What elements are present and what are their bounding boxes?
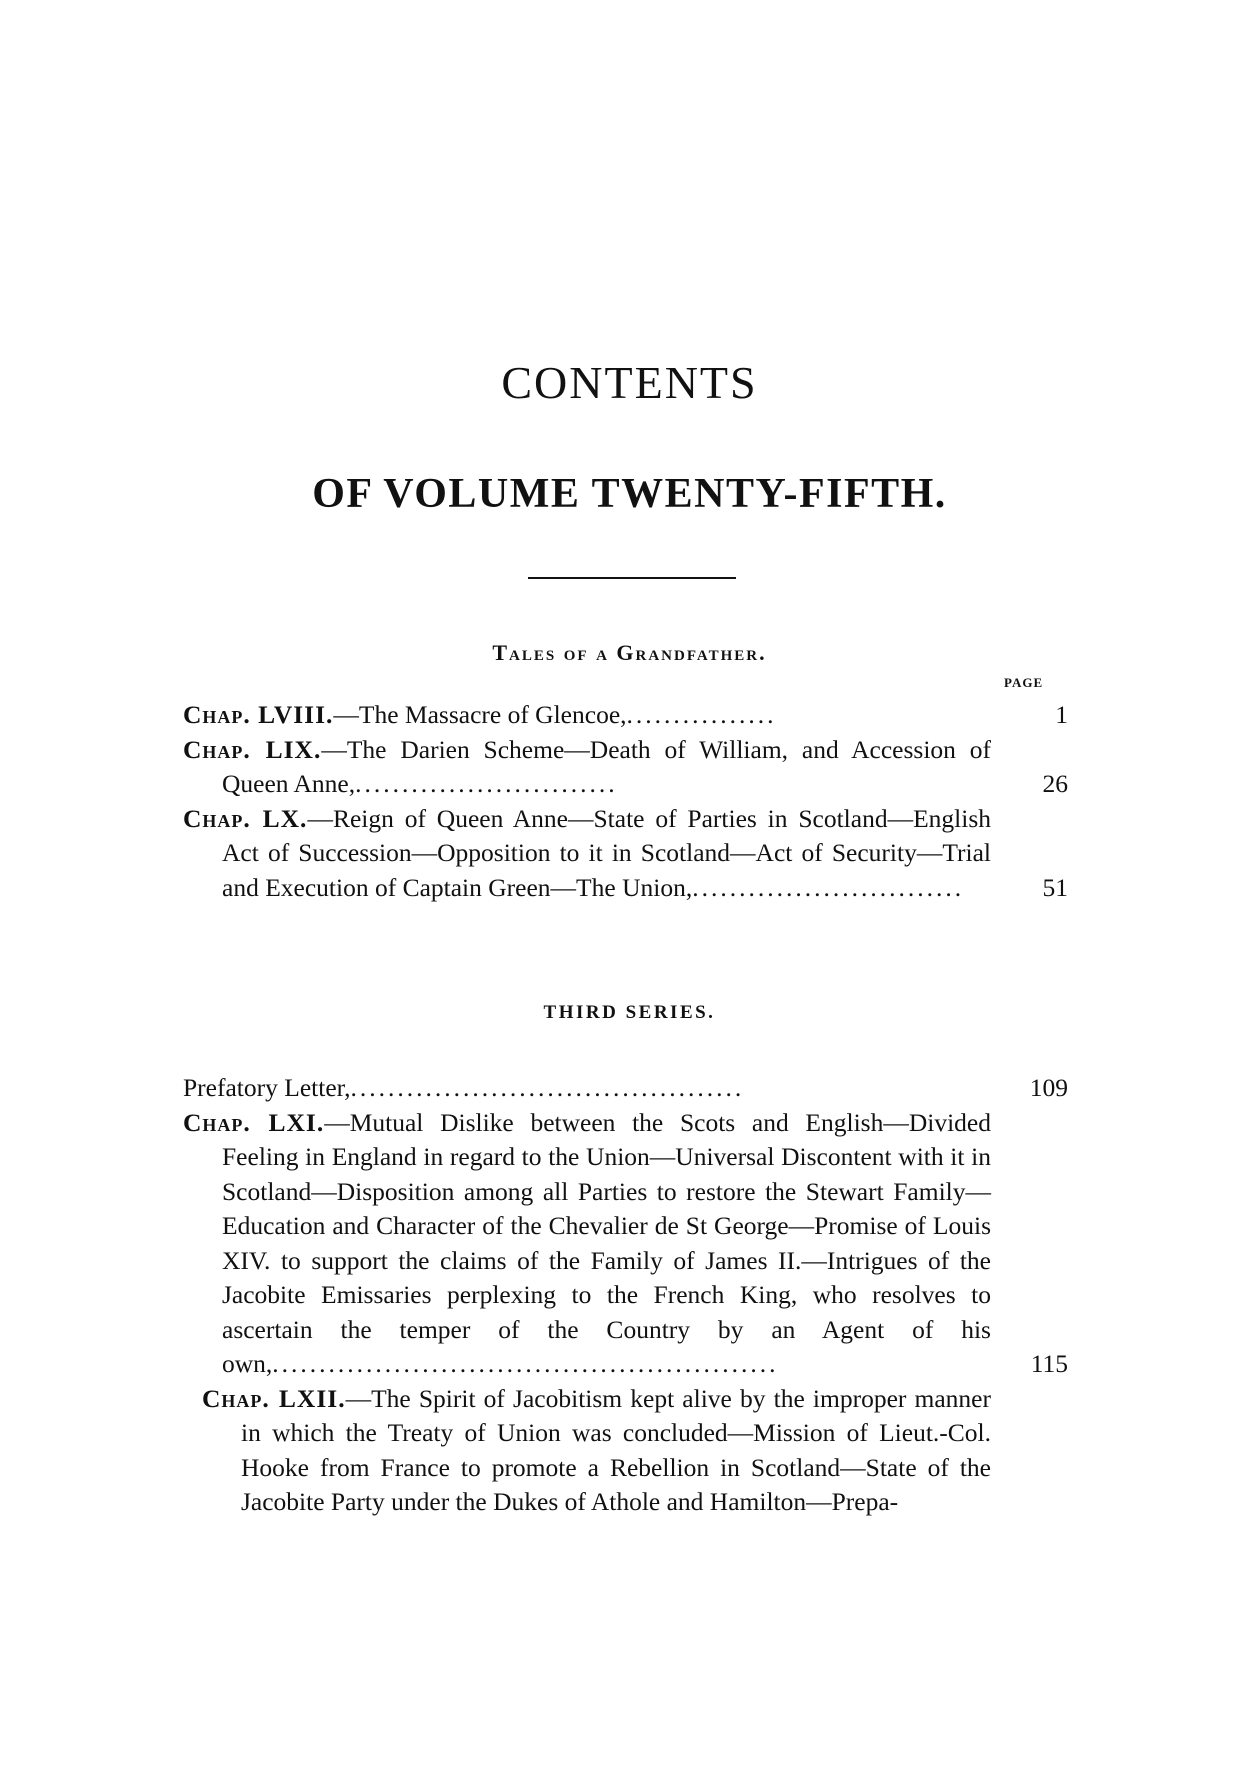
page-number: 115 <box>1030 1349 1068 1378</box>
dot-leader: ...................................................... <box>272 1349 779 1378</box>
chapter-label: Chap. LVIII. <box>183 700 334 729</box>
page-number: 109 <box>1029 1073 1068 1102</box>
toc-entry[interactable] <box>183 698 1068 733</box>
entry-title: —Reign of Queen Anne—State of Parties in Scotland—English Act of Succession—Opposition to it in Scotland—Act of Security—Trial and Execution of Captain Green—The Union, <box>222 803 991 902</box>
page-number: 51 <box>1042 872 1068 902</box>
page-column-label: PAGE <box>1004 675 1044 690</box>
dot-leader: .......................................... <box>350 1073 745 1102</box>
toc-entry[interactable] <box>183 1106 1068 1382</box>
dot-leader: ................ <box>626 700 777 729</box>
toc-section-third-series <box>183 1071 1068 1520</box>
page-title: CONTENTS <box>501 357 758 408</box>
toc-section-tales <box>183 698 1068 905</box>
page-subtitle: OF VOLUME TWENTY-FIFTH. <box>312 471 947 517</box>
toc-entry[interactable] <box>183 802 1068 906</box>
entry-title: —The Darien Scheme—Death of William, and Accession of Queen Anne, <box>222 734 992 798</box>
toc-entry[interactable] <box>183 1382 1068 1520</box>
section-heading-third-series: THIRD SERIES. <box>543 1002 716 1023</box>
chapter-label: Chap. LXII. <box>202 1383 346 1413</box>
dot-leader: ............................ <box>355 769 618 798</box>
chapter-label: Chap. LXI. <box>183 1107 325 1137</box>
chapter-label: Chap. LIX. <box>183 734 322 764</box>
entry-title: —Mutual Dislike between the Scots and English—Divided Feeling in England in regard to the Union—Universal Discontent with it in Scotland—Disposition among all Parties to restore the Stewart Family—Education and Character of the Chevalier de St George—Promise of Louis XIV. to support the claims of the Family of James II.—Intrigues of the Jacobite Emissaries perplexing to the French King, who resolves to ascertain the temper of the Country by an Agent of his own, <box>222 1107 992 1378</box>
page-number: 26 <box>1042 769 1068 798</box>
chapter-label: Chap. LX. <box>183 803 308 833</box>
entry-title: —The Massacre of Glencoe, <box>333 700 627 729</box>
section-heading-tales: Tales of a Grandfather. <box>492 640 767 665</box>
title-divider <box>528 577 736 579</box>
toc-entry[interactable] <box>183 1071 1068 1106</box>
toc-entry[interactable] <box>183 733 1068 802</box>
dot-leader: ............................. <box>692 872 965 902</box>
entry-title: Prefatory Letter, <box>183 1073 351 1102</box>
entry-title: —The Spirit of Jacobitism kept alive by the improper manner in which the Treaty of Union was concluded—Mission of Lieut.-Col. Hooke from France to promote a Rebellion in Scotland—State of the Jacobite Party under the Dukes of Athole and Hamilton—Prepa- <box>241 1383 991 1516</box>
page-number: 1 <box>1055 700 1068 729</box>
